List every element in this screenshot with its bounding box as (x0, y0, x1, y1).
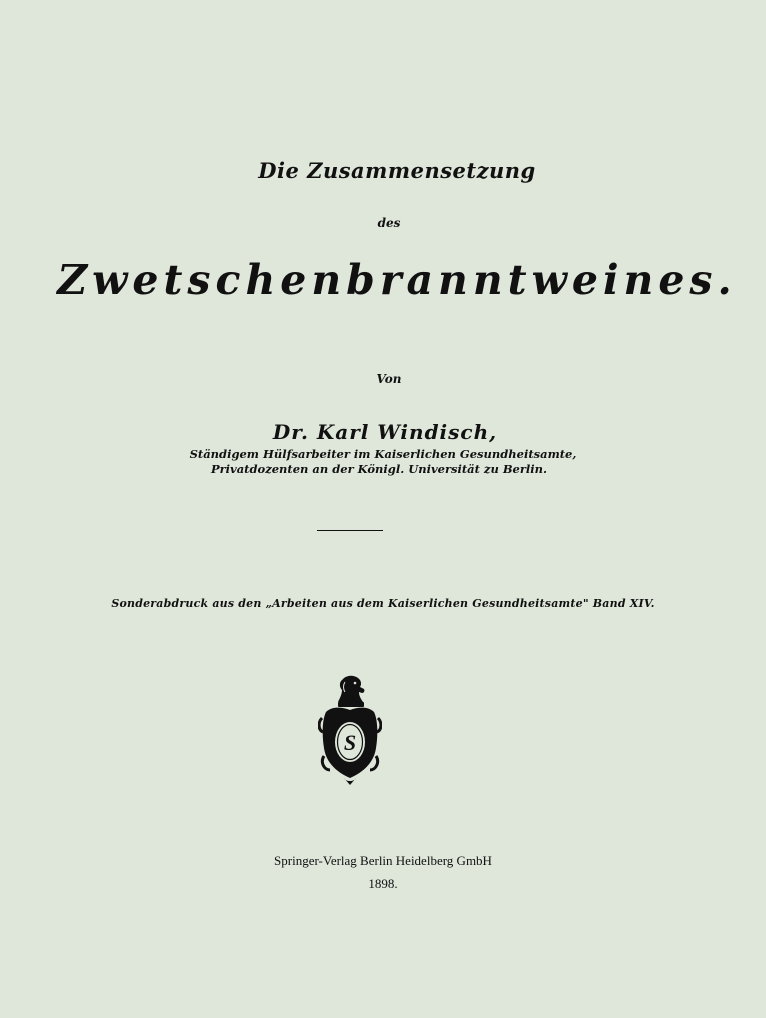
by-label: Von (376, 372, 402, 386)
author-name: Dr. Karl Windisch, (272, 420, 498, 444)
springer-knight-emblem-icon (318, 674, 382, 786)
title-line-1: Die Zusammensetzung (258, 158, 536, 183)
author-affiliation-1: Ständigem Hülfsarbeiter im Kaiserlichen Gesundheitsamte, (189, 447, 577, 461)
title-connector: des (377, 216, 401, 230)
divider-rule (317, 530, 383, 531)
author-affiliation-2: Privatdozenten an der Königl. Universität zu Berlin. (210, 462, 548, 476)
emblem-letter: S (343, 730, 357, 755)
publication-year: 1898. (368, 876, 398, 891)
reprint-note: Sonderabdruck aus den „Arbeiten aus dem Kaiserlichen Gesundheitsamte" Band XIV. (111, 597, 655, 610)
publisher-name: Springer-Verlag Berlin Heidelberg GmbH (274, 853, 492, 868)
title-line-2: Zwetschenbranntweines. (57, 256, 737, 304)
